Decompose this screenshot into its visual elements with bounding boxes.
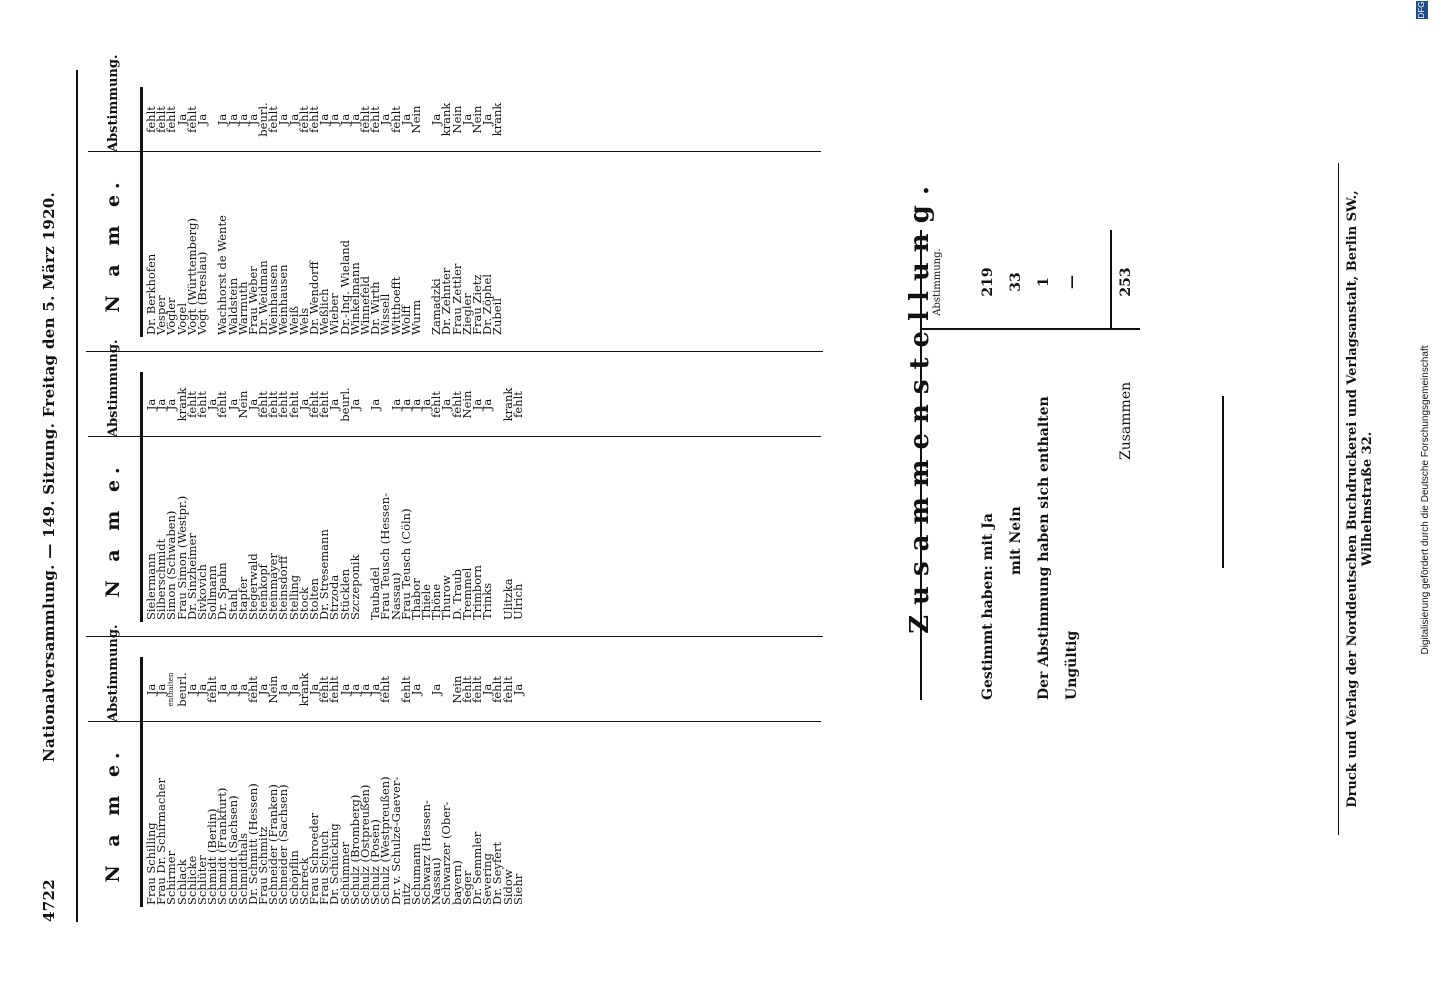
table-row — [347, 372, 362, 622]
vote-value: fehlt — [245, 676, 260, 703]
summary-total-rule — [1110, 230, 1112, 330]
vote-value: fehlt — [317, 676, 332, 703]
vote-value: fehlt — [276, 391, 291, 418]
vote-value: Ja — [205, 398, 220, 411]
member-name: Schneider (Franken) — [266, 784, 281, 905]
vote-value: Ja — [225, 113, 240, 126]
member-name: Dr. Zehnter — [439, 267, 454, 335]
vote-value: krank — [174, 387, 189, 422]
vote-value: Nein — [449, 675, 464, 704]
summary-value: 1 — [1036, 277, 1052, 287]
vote-value: Ja — [368, 683, 383, 696]
vote-value: Ja — [276, 113, 291, 126]
member-name: Dr. Schücking — [327, 823, 342, 905]
vote-value: Ja — [235, 113, 250, 126]
footer-rule — [1338, 163, 1339, 835]
member-name: Dr. Wirth — [368, 281, 383, 335]
member-name: Weinhausen — [276, 264, 291, 335]
vote-header: Abstimmung. — [106, 54, 121, 152]
member-name: Thurow — [439, 575, 454, 620]
vote-value: fehlt — [429, 391, 444, 418]
vote-value: fehlt — [296, 106, 311, 133]
vote-value: Ja — [419, 398, 434, 411]
vote-value: fehlt — [205, 676, 220, 703]
member-name: Frau Schmitz — [256, 826, 271, 905]
member-name: Vesper — [154, 295, 169, 335]
vote-value: fehlt — [500, 676, 515, 703]
member-name: Trinks — [480, 582, 495, 620]
summary-line-no — [1008, 230, 1032, 700]
vote-value: Ja — [429, 683, 444, 696]
member-name: Frau Teusch (Hessen- — [378, 492, 393, 620]
member-name: Schirmer — [164, 850, 179, 905]
member-name: Schulz (Bromberg) — [347, 794, 362, 905]
table-row — [510, 372, 525, 622]
vote-value: Ja — [144, 683, 158, 696]
member-name: Stelling — [286, 574, 301, 620]
member-name: Vogt (Breslau) — [194, 251, 209, 335]
member-name: Schlicke — [184, 855, 199, 905]
vote-table-1 — [88, 624, 821, 907]
member-name: Schneider (Sachsen) — [276, 784, 291, 905]
member-name: Weinhausen — [266, 264, 281, 335]
vote-value: Nein — [470, 105, 484, 134]
member-name: Frau Teusch (Cöln) — [398, 508, 413, 620]
vote-value: Ja — [276, 683, 291, 696]
vote-value: Ja — [347, 398, 362, 411]
vote-value: Ja — [327, 113, 342, 126]
summary-label: Der Abstimmung haben sich enthalten — [1036, 396, 1052, 700]
vote-value: Ja — [286, 683, 301, 696]
vote-value: Ja — [480, 398, 495, 411]
member-name: Weiß — [286, 305, 301, 335]
vote-value: fehlt — [307, 106, 321, 133]
member-name: Dr. Stresemann — [317, 529, 332, 620]
summary-label: mit Nein — [1008, 506, 1024, 575]
summary-column-header: Abstimmung. — [932, 248, 943, 316]
summary-line-abstained — [1036, 230, 1060, 700]
name-header: N a m e. — [102, 176, 124, 313]
table-row — [510, 657, 525, 907]
vote-value: Ja — [368, 398, 383, 411]
member-name: Ziegler — [459, 293, 474, 335]
vote-value: Ja — [215, 113, 230, 126]
member-name: Schulz (Ostpreußen) — [357, 784, 372, 905]
summary-top-rule — [920, 230, 922, 700]
member-name: Thiele — [419, 583, 434, 620]
member-name: Frau Weber — [245, 266, 260, 335]
page-header — [40, 70, 70, 922]
vote-value: Ja — [154, 683, 169, 696]
summary-label: Ungültig — [1064, 630, 1080, 700]
digitization-note: Digitalisierung gefördert durch die Deutsche Forschungsgemeinschaft — [1420, 345, 1431, 655]
member-name: Frau Zettler — [449, 263, 464, 335]
member-name: Sidow — [500, 869, 515, 905]
vote-value: fehlt — [510, 391, 525, 418]
imprint: Druck und Verlag der Norddeutschen Buchdruckerei und Verlagsanstalt, Berlin SW., Wilhelmstraße 32. — [1345, 190, 1375, 808]
vote-value: fehlt — [470, 676, 484, 703]
member-name: Wieber — [327, 293, 342, 335]
vote-table-2 — [88, 339, 821, 622]
member-name: Wissell — [378, 293, 393, 335]
member-name: Schlüter — [194, 855, 209, 905]
table-rows — [146, 372, 523, 622]
vote-value: Ja — [245, 398, 260, 411]
member-name: Winkelmann — [347, 262, 362, 335]
column-separator — [86, 351, 823, 352]
vote-value: fehlt — [266, 106, 281, 133]
vote-value: Ja — [337, 113, 352, 126]
member-name: Dr. Seyfert — [490, 841, 505, 905]
member-name: Warmuth — [235, 281, 250, 335]
vote-value: Ja — [470, 398, 484, 411]
column-separator — [86, 636, 823, 637]
vote-value: Ja — [378, 113, 393, 126]
vote-value: Ja — [480, 113, 495, 126]
member-name: Schümmer — [337, 841, 352, 905]
member-name: Witthoefft — [388, 276, 403, 335]
vote-value: Ja — [245, 113, 260, 126]
member-name: Wolff — [398, 305, 413, 335]
member-name: Thöne — [429, 583, 444, 620]
member-name: Schulz (Westpreußen) — [378, 776, 393, 905]
vote-value: Nein — [459, 390, 474, 419]
member-name: Steinkopf — [256, 564, 271, 620]
vote-value: fehlt — [357, 106, 372, 133]
header-rule — [76, 70, 78, 922]
vote-value: beurl. — [256, 102, 271, 137]
vote-value: Ja — [408, 683, 423, 696]
member-name: Schulz (Posen) — [368, 819, 383, 905]
vote-value: Ja — [307, 683, 321, 696]
member-name: Stolten — [307, 578, 321, 620]
member-name: Steinsdorff — [276, 555, 291, 620]
summary-value: — — [1064, 275, 1080, 289]
vote-value: Ja — [388, 398, 403, 411]
vote-value: Nein — [235, 390, 250, 419]
table-row — [490, 87, 505, 337]
vote-value: Ja — [235, 683, 250, 696]
member-name: Schmidt (Sachsen) — [225, 795, 240, 905]
member-name: Zubeil — [490, 298, 505, 335]
member-name: Thabor — [408, 578, 423, 620]
vote-value: Ja — [429, 113, 444, 126]
member-name: Tremmel — [459, 567, 474, 620]
member-name: Schöpflin — [286, 850, 301, 905]
vote-value: Ja — [194, 113, 209, 126]
member-name: Dr. Spahn — [215, 562, 230, 620]
vote-value: Ja — [144, 398, 158, 411]
table-rows — [146, 657, 523, 907]
vote-table-3 — [88, 54, 821, 337]
member-name: Steinmayer — [266, 553, 281, 620]
member-name: Stahl — [225, 589, 240, 620]
summary-total — [1118, 230, 1142, 700]
member-name: Taubadel — [368, 566, 383, 620]
vote-value: fehlt — [194, 391, 209, 418]
vote-value: fehlt — [286, 391, 301, 418]
vote-value: Ja — [480, 683, 495, 696]
summary-title: Zusammenstellung. — [905, 176, 935, 634]
member-name: Dr. v. Schulze-Gaever- — [388, 776, 403, 905]
member-name: Dr.-Ing. Wieland — [337, 239, 352, 335]
member-name: Dr. Berkhofen — [144, 253, 158, 335]
summary-line-invalid — [1064, 230, 1088, 700]
vote-value: beurl. — [174, 672, 189, 707]
vote-value: enthalten — [167, 672, 176, 707]
member-name: Dr. Weidman — [256, 260, 271, 335]
member-name: Wurm — [408, 299, 423, 335]
member-name: Sollmann — [205, 565, 220, 620]
header-title: Nationalversammlung. — 149. Sitzung. Freitag den 5. März 1920. — [40, 191, 58, 762]
member-name: Seger — [459, 870, 474, 905]
summary-value: 219 — [980, 267, 996, 297]
member-name: Weßlich — [317, 288, 332, 335]
member-name: Frau Dr. Schirmacher — [154, 778, 169, 905]
vote-value: Ja — [408, 398, 423, 411]
summary-total-label: Zusammen — [1118, 381, 1134, 460]
vote-value: fehlt — [256, 391, 271, 418]
vote-value: fehlt — [307, 391, 321, 418]
member-name: Strzoda — [327, 574, 342, 620]
member-name: Nassau) — [388, 572, 403, 620]
vote-value: fehlt — [184, 106, 199, 133]
member-name: Frau Simon (Westpr.) — [174, 495, 189, 620]
vote-value: fehlt — [266, 391, 281, 418]
member-name: Frau Schuch — [317, 830, 332, 905]
member-name: Schreck — [296, 857, 311, 905]
vote-value: Ja — [398, 113, 413, 126]
table-header — [88, 339, 143, 622]
table-header — [88, 624, 143, 907]
member-name: Frau Zietz — [470, 274, 484, 335]
vote-value: fehlt — [327, 676, 342, 703]
vote-header: Abstimmung. — [106, 624, 121, 722]
vote-value: Ja — [337, 683, 352, 696]
vote-value: Ja — [286, 113, 301, 126]
vote-value: Ja — [164, 398, 179, 411]
member-name: Stegerwald — [245, 553, 260, 620]
vote-value: Ja — [398, 398, 413, 411]
vote-value: Ja — [174, 113, 189, 126]
member-name: Trimborn — [470, 565, 484, 620]
vote-value: Nein — [408, 105, 423, 134]
vote-value: Ja — [296, 398, 311, 411]
member-name: Sivkovich — [194, 564, 209, 620]
vote-value: fehlt — [449, 391, 464, 418]
member-name: Waldstein — [225, 277, 240, 335]
member-name: nitz — [398, 883, 413, 905]
member-name: Vogt (Württemberg) — [184, 217, 199, 335]
member-name: Wels — [296, 307, 311, 335]
vote-value: krank — [500, 387, 515, 422]
member-name: Wachhorst de Wente — [215, 215, 230, 335]
member-name: Stücklen — [337, 568, 352, 620]
vote-value: Ja — [510, 683, 525, 696]
vote-value: fehlt — [490, 676, 505, 703]
table-rows — [146, 87, 503, 337]
member-name: Silberschmidt — [154, 538, 169, 620]
member-name: Sielermann — [144, 553, 158, 620]
name-header: N a m e. — [102, 461, 124, 598]
table-row — [480, 372, 495, 622]
vote-value: Ja — [347, 113, 362, 126]
member-name: D. Traub — [449, 569, 464, 620]
vote-value: fehlt — [164, 106, 179, 133]
member-name: Zamadzki — [429, 278, 444, 335]
table-row — [408, 87, 423, 337]
dfg-logo: DFG — [1417, 1, 1426, 19]
vote-header: Abstimmung. — [106, 339, 121, 437]
vote-value: fehlt — [388, 106, 403, 133]
member-name: Ulrich — [510, 583, 525, 620]
vote-value: fehlt — [317, 391, 332, 418]
member-name: Vögler — [164, 297, 179, 335]
summary-line-yes — [980, 230, 1004, 700]
member-name: Dr. Sinzheimer — [184, 533, 199, 620]
vote-value: krank — [490, 102, 505, 137]
vote-value: fehlt — [368, 106, 383, 133]
vote-value: Ja — [215, 683, 230, 696]
page-number: 4722 — [40, 879, 58, 922]
vote-value: fehlt — [184, 391, 199, 418]
member-name: Dr. Zöphel — [480, 274, 495, 335]
vote-value: fehlt — [459, 676, 474, 703]
vote-value: fehlt — [398, 676, 413, 703]
name-header: N a m e. — [102, 746, 124, 883]
closing-rule — [1222, 396, 1224, 568]
member-name: Schwarzer (Ober- — [439, 801, 454, 905]
summary-table — [932, 230, 1190, 700]
member-name: Vogel — [174, 302, 189, 335]
vote-value: Ja — [154, 398, 169, 411]
vote-value: Ja — [327, 398, 342, 411]
member-name: Stock — [296, 587, 311, 620]
vote-value: fehlt — [144, 106, 158, 133]
member-name: Severing — [480, 853, 495, 905]
vote-value: fehlt — [215, 391, 230, 418]
vote-value: Nein — [449, 105, 464, 134]
vote-value: beurl. — [337, 387, 352, 422]
member-name: Szczeponik — [347, 554, 362, 620]
summary-total-value: 253 — [1118, 267, 1134, 297]
vote-value: Ja — [225, 683, 240, 696]
table-row — [194, 87, 209, 337]
vote-value: Nein — [266, 675, 281, 704]
member-name: Schmidthals — [235, 832, 250, 905]
vote-value: krank — [439, 102, 454, 137]
member-name: bayern) — [449, 860, 464, 905]
vote-value: krank — [296, 672, 311, 707]
vote-value: fehlt — [154, 106, 169, 133]
member-name: Frau Schroeder — [307, 812, 321, 905]
vote-value: Ja — [184, 683, 199, 696]
vote-value: Ja — [347, 683, 362, 696]
vote-value: Ja — [194, 683, 209, 696]
table-header — [88, 54, 143, 337]
member-name: Dr. Wendorff — [307, 261, 321, 335]
vote-value: Ja — [225, 398, 240, 411]
vote-value: Ja — [357, 683, 372, 696]
member-name: Frau Schilling — [144, 822, 158, 905]
vote-value: Ja — [256, 683, 271, 696]
member-name: Winnefeld — [357, 275, 372, 335]
member-name: Ulitzka — [500, 578, 515, 620]
member-name: Schmidt (Frankfurt) — [215, 787, 230, 905]
member-name: Schwarz (Hessen- — [419, 800, 434, 905]
member-name: Siehr — [510, 873, 525, 905]
member-name: Nassau) — [429, 857, 444, 905]
vote-value: Ja — [459, 113, 474, 126]
summary-value: 33 — [1008, 272, 1024, 292]
vote-value: Ja — [439, 398, 454, 411]
member-name: Stapfer — [235, 576, 250, 620]
member-name: Schlack — [174, 859, 189, 905]
member-name: Dr. Schmitt (Hessen) — [245, 783, 260, 905]
vote-value: Ja — [317, 113, 332, 126]
member-name: Schumann — [408, 843, 423, 905]
member-name: Schmidt (Berlin) — [205, 808, 220, 905]
member-name: Dr. Semmler — [470, 831, 484, 905]
vote-value: fehlt — [378, 676, 393, 703]
summary-label: Gestimmt haben: mit Ja — [980, 513, 996, 700]
member-name: Simon (Schwaben) — [164, 510, 179, 620]
